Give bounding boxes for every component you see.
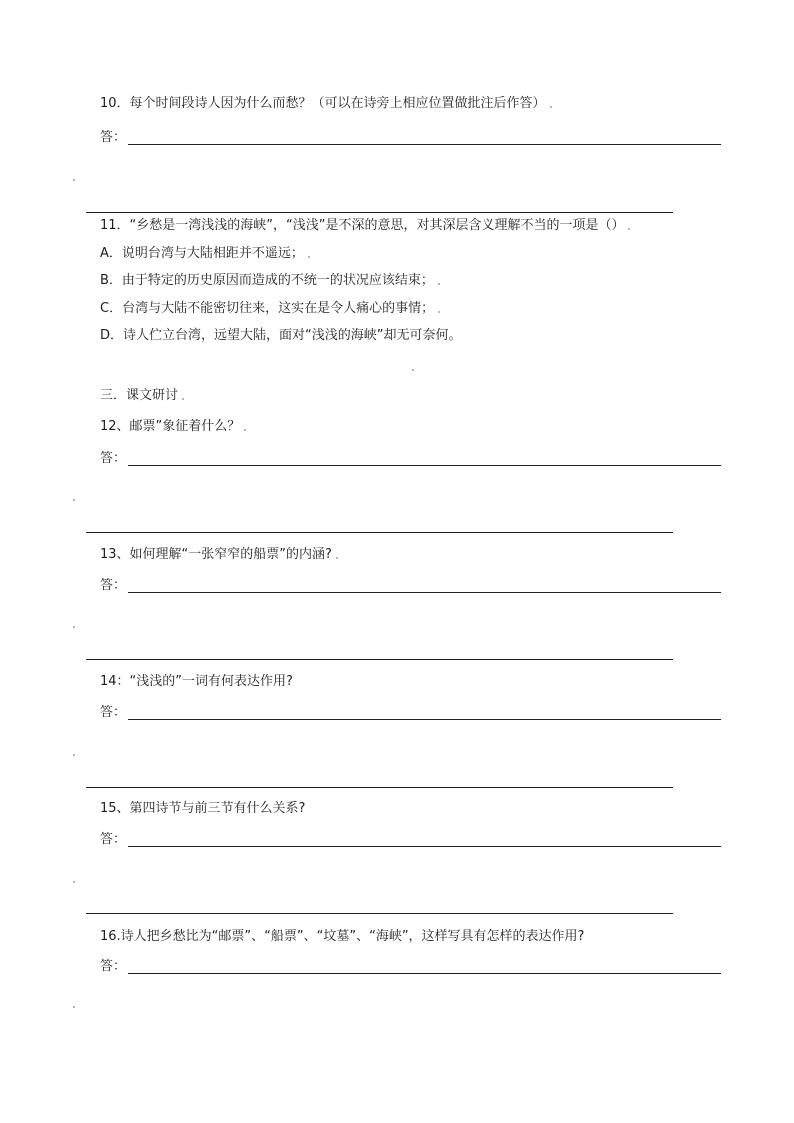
paragraph-mark — [438, 311, 440, 313]
option-d-text: D．诗人伫立台湾，远望大陆，面对“浅浅的海峡”却无可奈何。 — [100, 328, 462, 343]
paragraph-mark — [73, 881, 75, 883]
paragraph-mark — [244, 429, 246, 431]
answer-line-10-extra — [86, 212, 673, 213]
paragraph-mark — [438, 283, 440, 285]
paragraph-mark — [550, 106, 552, 108]
question-11 — [100, 218, 630, 234]
answer-line-12 — [128, 465, 721, 466]
answer-line-15-extra — [86, 913, 673, 914]
paragraph-mark — [73, 499, 75, 501]
question-10 — [100, 96, 552, 112]
answer-label-10: 答： — [100, 130, 127, 145]
answer-line-12-extra — [86, 532, 673, 533]
answer-line-13 — [128, 592, 721, 593]
question-16 — [100, 929, 584, 945]
answer-line-10 — [128, 144, 721, 145]
paragraph-mark — [73, 626, 75, 628]
answer-label-16: 答： — [100, 959, 127, 974]
option-a-text: A．说明台湾与大陆相距并不遥远； — [100, 246, 304, 261]
option-c-text: C．台湾与大陆不能密切往来，这实在是令人痛心的事情； — [100, 301, 435, 316]
paragraph-mark — [73, 754, 75, 756]
question-12-text: 12、邮票”象征着什么？ — [100, 419, 241, 434]
question-16-text: 16.诗人把乡愁比为“邮票”、“船票”、“坟墓”、“海峡”，这样写具有怎样的表达作用? — [100, 929, 585, 944]
question-15-text: 15、第四诗节与前三节有什么关系? — [100, 801, 306, 816]
question-13-text: 13、如何理解“一张窄窄的船票”的内涵? — [100, 547, 332, 562]
answer-line-16 — [128, 973, 721, 974]
answer-label-13: 答： — [100, 578, 127, 593]
answer-line-13-extra — [86, 659, 673, 660]
paragraph-mark — [336, 557, 338, 559]
answer-line-14-extra — [86, 787, 673, 788]
option-b — [100, 273, 440, 289]
section-heading — [100, 388, 184, 404]
paragraph-mark — [308, 256, 310, 258]
option-b-text: B．由于特定的历史原因而造成的不统一的状况应该结束； — [100, 273, 434, 288]
answer-label-15: 答： — [100, 832, 127, 847]
question-10-text: 10．每个时间段诗人因为什么而愁？（可以在诗旁上相应位置做批注后作答） — [100, 96, 546, 111]
option-c — [100, 301, 440, 317]
paragraph-mark — [73, 179, 75, 181]
paragraph-mark — [182, 398, 184, 400]
question-13 — [100, 547, 338, 563]
option-d — [100, 328, 461, 344]
question-15 — [100, 801, 305, 817]
paragraph-mark — [628, 228, 630, 230]
section-heading-text: 三．课文研讨 — [100, 388, 179, 403]
question-14 — [100, 674, 293, 690]
answer-line-15 — [128, 846, 721, 847]
answer-label-12: 答： — [100, 451, 127, 466]
question-12 — [100, 419, 246, 435]
option-a — [100, 246, 310, 262]
question-14-text: 14：“浅浅的”一词有何表达作用? — [100, 674, 293, 689]
paragraph-mark — [412, 369, 414, 371]
answer-line-14 — [128, 719, 721, 720]
question-11-text: 11．“乡愁是一湾浅浅的海峡”，“浅浅”是不深的意思，对其深层含义理解不当的一项是（） — [100, 218, 625, 233]
answer-label-14: 答： — [100, 705, 127, 720]
paragraph-mark — [73, 1006, 75, 1008]
